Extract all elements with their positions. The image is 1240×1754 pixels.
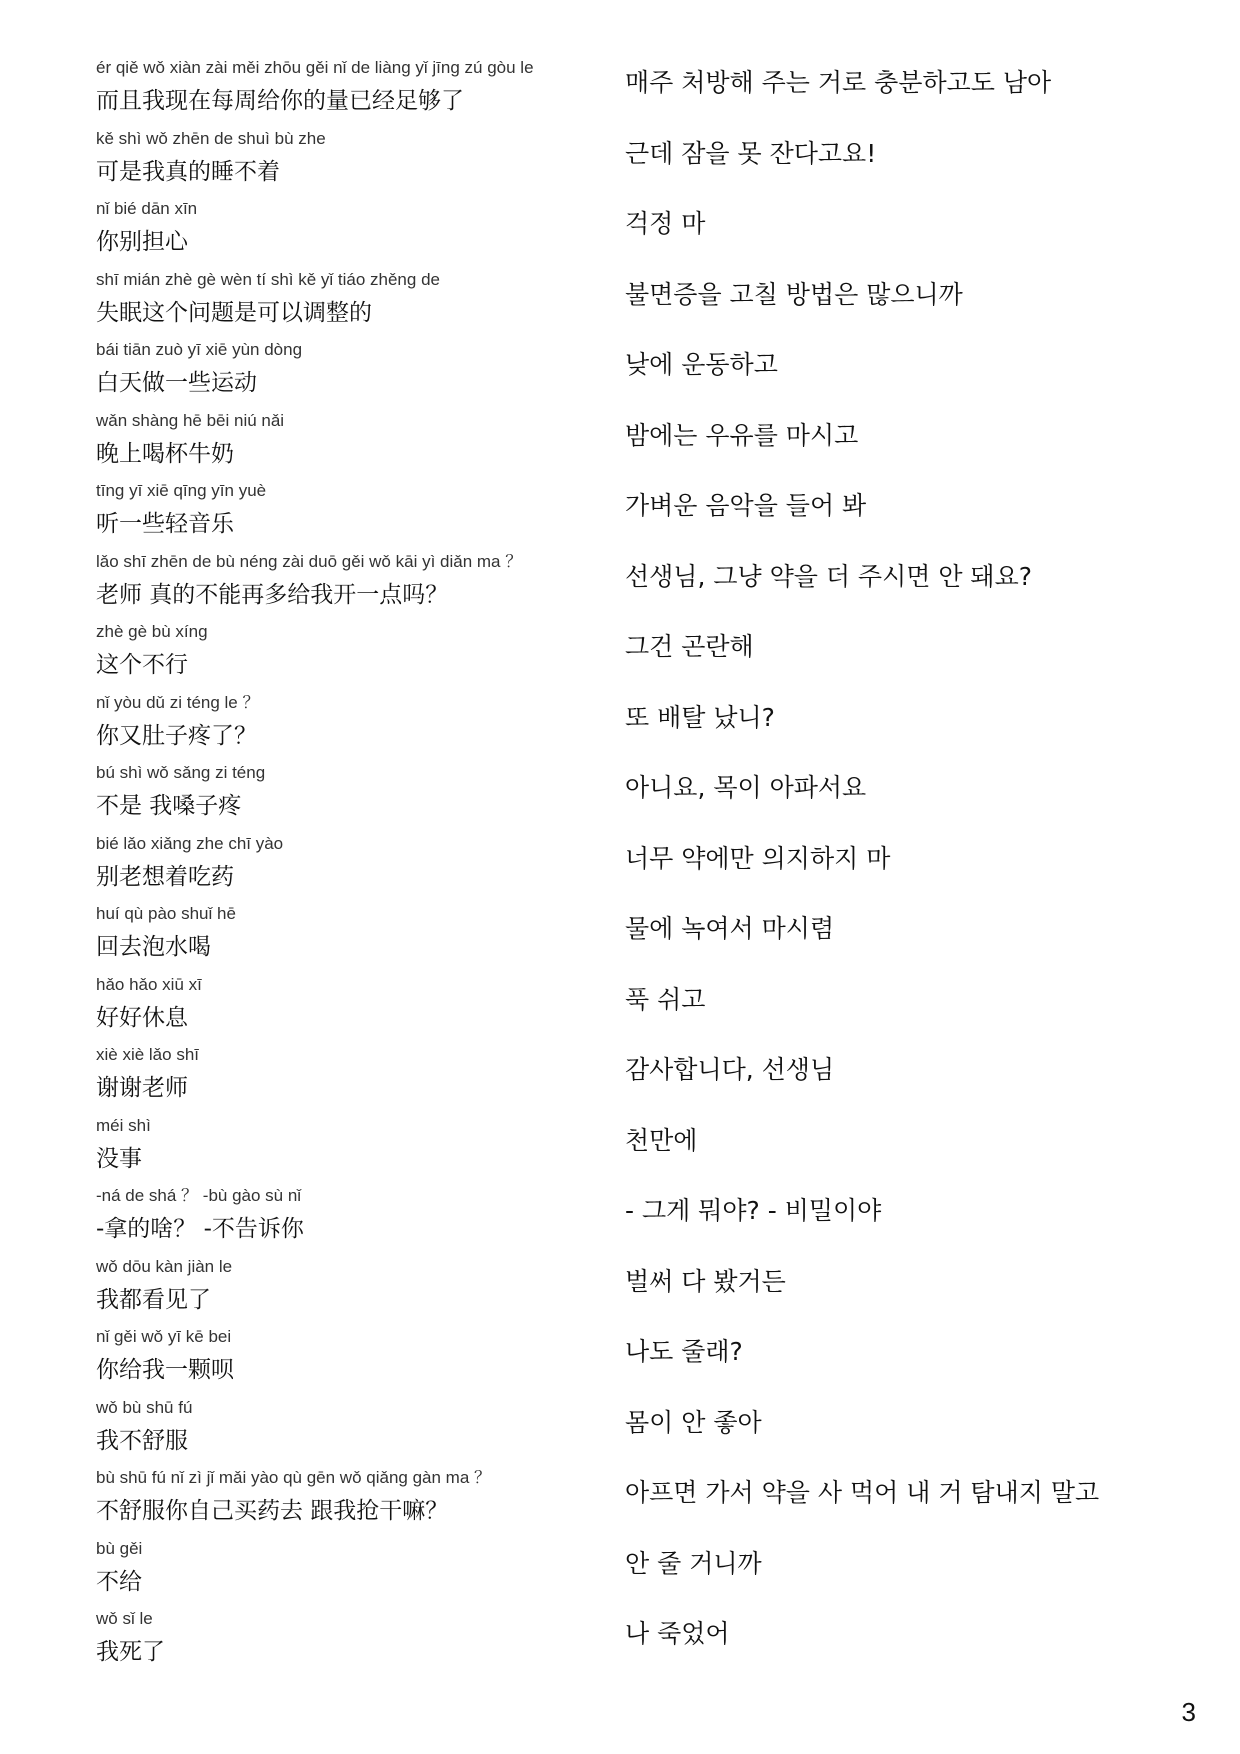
subtitle-row [96,1045,1146,1116]
korean-translation: 가벼운 음악을 들어 봐 [625,491,867,520]
subtitle-row [96,481,1146,552]
pinyin-text: ér qiě wǒ xiàn zài měi zhōu gěi nǐ de liàng yǐ jīng zú gòu le [96,58,534,77]
pinyin-text: nǐ yòu dǔ zi téng le ？ [96,692,260,712]
pinyin-text: hǎo hǎo xiū xī [96,974,202,994]
subtitle-row [96,270,1146,341]
korean-translation: 나도 줄래? [625,1337,743,1366]
pinyin-text: -ná de shá ？ -bù gào sù nǐ [96,1186,302,1205]
chinese-text: 我不舒服 [96,1427,188,1454]
chinese-text: 可是我真的睡不着 [96,158,280,185]
korean-translation: - 그게 뭐야? - 비밀이야 [625,1196,882,1225]
chinese-text: 不给 [96,1568,142,1595]
chinese-text: 不是 我嗓子疼 [96,793,242,819]
subtitle-row [96,129,1146,200]
subtitle-lines [96,58,1146,1680]
subtitle-row [96,1609,1146,1680]
chinese-text: 不舒服你自己买药去 跟我抢干嘛？ [96,1498,449,1524]
pinyin-text: wǒ bù shū fú [96,1397,193,1417]
subtitle-row [96,1116,1146,1187]
korean-translation: 선생님, 그냥 약을 더 주시면 안 돼요? [625,561,1032,591]
subtitle-row [96,411,1146,482]
korean-translation: 몸이 안 좋아 [625,1407,762,1437]
chinese-text: -拿的啥？ -不告诉你 [96,1216,304,1242]
chinese-text: 这个不行 [96,652,188,678]
pinyin-text: wǎn shàng hē bēi niú nǎi [96,410,285,430]
korean-translation: 나 죽었어 [625,1619,730,1648]
chinese-text: 失眠这个问题是可以调整的 [96,299,372,326]
chinese-text: 晚上喝杯牛奶 [96,440,234,467]
pinyin-text: lǎo shī zhēn de bù néng zài duō gěi wǒ kāi yì diǎn ma ？ [96,551,523,571]
korean-translation: 걱정 마 [625,209,706,238]
korean-translation: 아프면 가서 약을 사 먹어 내 거 탐내지 말고 [625,1478,1100,1507]
korean-translation: 천만에 [625,1125,698,1155]
korean-translation: 안 줄 거니까 [625,1548,762,1578]
chinese-text: 而且我现在每周给你的量已经足够了 [96,88,464,114]
pinyin-text: bié lǎo xiǎng zhe chī yào [96,833,284,853]
subtitle-row [96,199,1146,270]
pinyin-text: bù shū fú nǐ zì jǐ mǎi yào qù gēn wǒ qiǎng gàn ma ？ [96,1468,492,1487]
pinyin-text: zhè gè bù xíng [96,622,208,641]
subtitle-row [96,552,1146,623]
korean-translation: 낮에 운동하고 [625,350,778,379]
subtitle-row [96,763,1146,834]
subtitle-row [96,834,1146,905]
pinyin-text: nǐ gěi wǒ yī kē bei [96,1327,232,1346]
korean-translation: 그건 곤란해 [625,632,754,661]
pinyin-text: bú shì wǒ sǎng zi téng [96,763,266,782]
subtitle-row [96,1257,1146,1328]
korean-translation: 감사합니다, 선생님 [625,1055,835,1084]
pinyin-text: méi shì [96,1115,151,1135]
pinyin-text: kě shì wǒ zhēn de shuì bù zhe [96,128,326,148]
korean-translation: 밤에는 우유를 마시고 [625,420,859,450]
pinyin-text: xiè xiè lǎo shī [96,1045,199,1064]
chinese-text: 没事 [96,1145,142,1172]
subtitle-row [96,58,1146,129]
chinese-text: 你给我一颗呗 [96,1357,234,1383]
chinese-text: 我死了 [96,1639,165,1665]
subtitle-row [96,1468,1146,1539]
korean-translation: 물에 녹여서 마시렴 [625,914,835,943]
pinyin-text: huí qù pào shuǐ hē [96,904,236,923]
chinese-text: 我都看见了 [96,1286,211,1313]
chinese-text: 你别担心 [96,229,188,255]
pinyin-text: wǒ dōu kàn jiàn le [96,1256,233,1276]
subtitle-row [96,1398,1146,1469]
subtitle-row [96,693,1146,764]
chinese-text: 谢谢老师 [96,1075,188,1101]
pinyin-text: wǒ sǐ le [96,1609,153,1628]
korean-translation: 또 배탈 났니? [625,702,775,732]
pinyin-text: tīng yī xiē qīng yīn yuè [96,481,267,500]
chinese-text: 好好休息 [96,1004,188,1031]
pinyin-text: nǐ bié dān xīn [96,199,198,218]
subtitle-row [96,1186,1146,1257]
korean-translation: 아니요, 목이 아파서요 [625,773,867,802]
korean-translation: 불면증을 고칠 방법은 많으니까 [625,279,963,309]
pinyin-text: bái tiān zuò yī xiē yùn dòng [96,340,303,359]
korean-translation: 벌써 다 봤거든 [625,1266,786,1296]
chinese-text: 你又肚子疼了？ [96,722,257,749]
korean-translation: 근데 잠을 못 잔다고요! [625,138,877,168]
subtitle-row [96,975,1146,1046]
pinyin-text: bù gěi [96,1538,143,1558]
chinese-text: 老师 真的不能再多给我开一点吗？ [96,581,449,608]
subtitle-row [96,622,1146,693]
chinese-text: 别老想着吃药 [96,863,234,890]
page-number: 3 [1181,1697,1196,1727]
korean-translation: 매주 처방해 주는 거로 충분하고도 남아 [625,68,1052,97]
subtitle-row [96,904,1146,975]
subtitle-row [96,340,1146,411]
chinese-text: 回去泡水喝 [96,934,211,960]
chinese-text: 听一些轻音乐 [96,511,234,537]
pinyin-text: shī mián zhè gè wèn tí shì kě yǐ tiáo zhěng de [96,269,440,289]
subtitle-row [96,1327,1146,1398]
korean-translation: 푹 쉬고 [625,984,706,1014]
korean-translation: 너무 약에만 의지하지 마 [625,843,891,873]
subtitle-row [96,1539,1146,1610]
chinese-text: 白天做一些运动 [96,370,257,396]
